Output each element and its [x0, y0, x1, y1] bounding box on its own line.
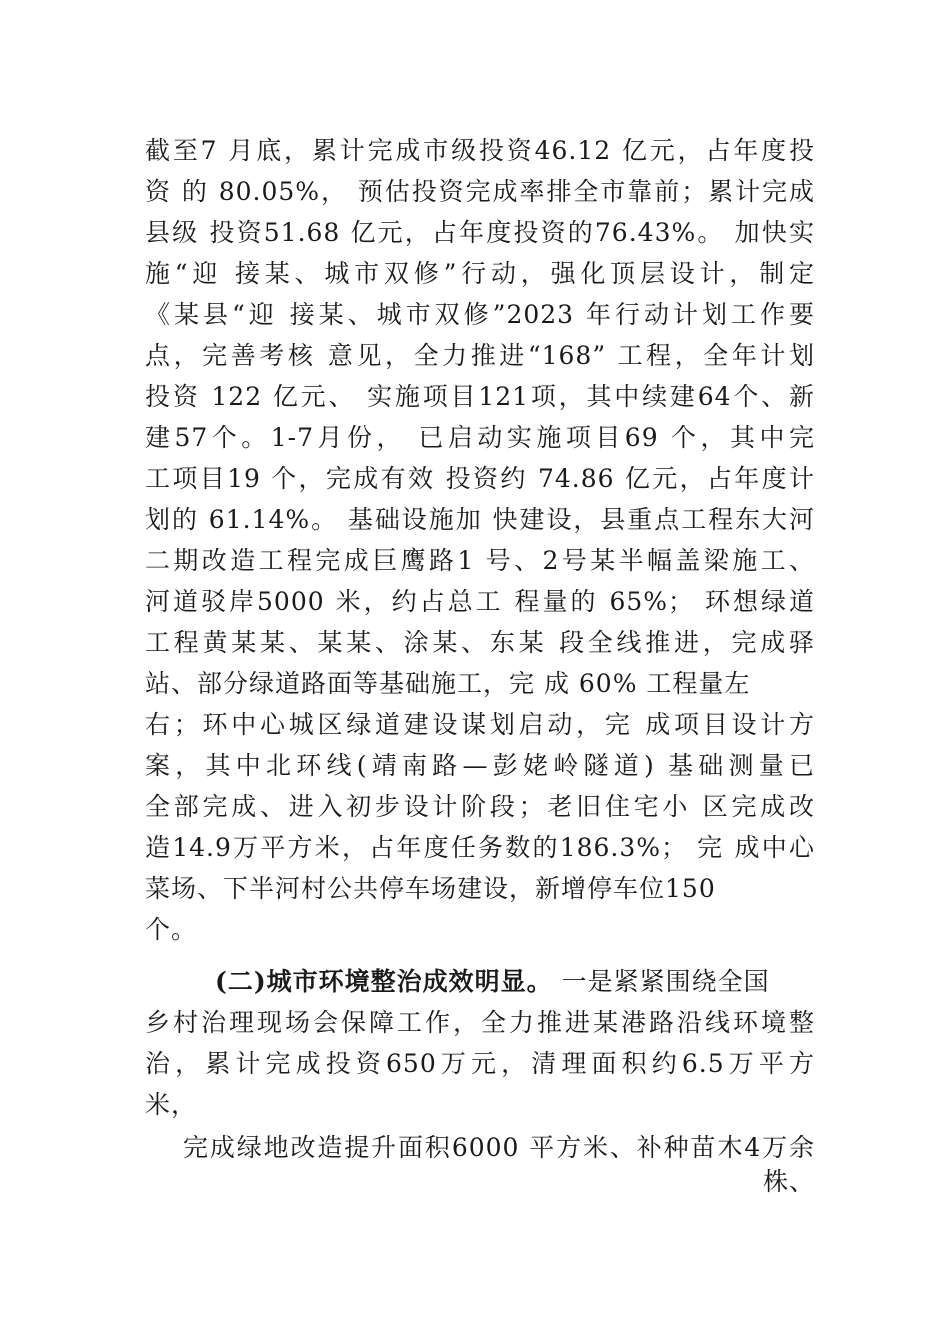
paragraph-line: 个。	[145, 915, 198, 944]
paragraph-line: 河道驳岸5000 米，约占总工 程量的 65%； 环想绿道	[145, 587, 815, 616]
paragraph-line: 《某县“迎 接某、城市双修”2023 年行动计划工作要	[145, 300, 815, 329]
paragraph-line: 米，	[145, 1090, 198, 1119]
paragraph-line: 完成绿地改造提升面积6000 平方米、补种苗木4万余	[183, 1133, 815, 1162]
paragraph-line: 工程黄某某、某某、涂某、东某 段全线推进，完成驿	[145, 628, 815, 657]
paragraph-line: 资 的 80.05%， 预估投资完成率排全市靠前；累计完成	[145, 177, 815, 206]
paragraph-line: 截至7 月底，累计完成市级投资46.12 亿元，占年度投	[145, 136, 815, 165]
paragraph-line: 造14.9万平方米，占年度任务数的186.3%； 完 成中心	[145, 833, 815, 862]
paragraph-line: 菜场、下半河村公共停车场建设，新增停车位150	[145, 874, 716, 903]
paragraph-line: 建57个。1-7月份， 已启动实施项目69 个，其中完	[145, 423, 815, 452]
paragraph-line: 乡村治理现场会保障工作，全力推进某港路沿线环境整	[145, 1008, 815, 1037]
paragraph-line: 案，其中北环线(靖南路—彭姥岭隧道) 基础测量已	[145, 751, 815, 780]
paragraph-line: 二期改造工程完成巨鹰路1 号、2号某半幅盖梁施工、	[145, 546, 815, 575]
paragraph-line: 治，累计完成投资650万元，清理面积约6.5万平方	[145, 1049, 815, 1078]
paragraph-line: 点，完善考核 意见，全力推进“168” 工程，全年计划	[145, 341, 815, 370]
paragraph-line: 划的 61.14%。 基础设施加 快建设，县重点工程东大河	[145, 505, 815, 534]
paragraph-line: 县级 投资51.68 亿元，占年度投资的76.43%。 加快实	[145, 218, 815, 247]
paragraph-line-rest: 一是紧紧围绕全国	[552, 967, 770, 996]
paragraph-line: 投资 122 亿元、 实施项目121项，其中续建64个、新	[145, 382, 815, 411]
section-heading: (二)城市环境整治成效明显。	[215, 967, 553, 996]
section-heading-line	[215, 962, 815, 1002]
paragraph-line: 工项目19 个，完成有效 投资约 74.86 亿元，占年度计	[145, 464, 815, 493]
paragraph-line: 株、	[762, 1167, 815, 1196]
paragraph-line: 站、部分绿道路面等基础施工，完 成 60% 工程量左	[145, 669, 751, 698]
paragraph-line: 施“迎 接某、城市双修”行动，强化顶层设计，制定	[145, 259, 815, 288]
paragraph-line: 右；环中心城区绿道建设谋划启动，完 成项目设计方	[145, 710, 815, 739]
paragraph-line: 全部完成、进入初步设计阶段；老旧住宅小 区完成改	[145, 792, 815, 821]
